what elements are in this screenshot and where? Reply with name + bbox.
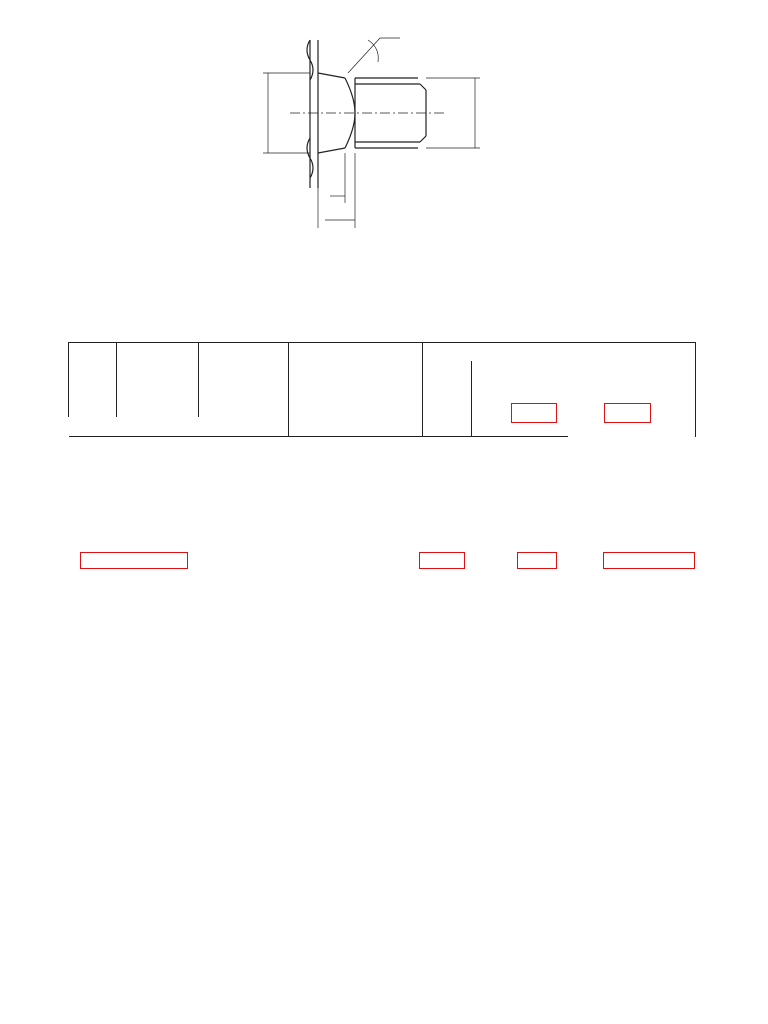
- header-thread-pitch: [69, 343, 117, 417]
- header-short4: [333, 397, 378, 437]
- header-max3: [568, 379, 659, 397]
- header-g2: [568, 361, 659, 379]
- header-undercut: [423, 343, 696, 361]
- header-short8: [116, 417, 198, 437]
- highlight-g1b-0-5: [517, 552, 557, 569]
- header-nominal: [116, 343, 198, 417]
- header-long5: [378, 397, 423, 437]
- header-max2: [288, 379, 423, 397]
- header-normal3: [288, 397, 333, 437]
- highlight-g2b-r: [603, 552, 695, 569]
- highlight-row-pitch-0-5: [80, 552, 188, 569]
- highlight-type-b-g2: [604, 403, 651, 423]
- header-g1: [472, 361, 568, 379]
- thread-dimensions-table: [68, 342, 696, 437]
- highlight-dg-0-8: [419, 552, 465, 569]
- header-runout: [198, 343, 288, 361]
- header-normal7: [69, 417, 117, 437]
- header-normal1: [198, 397, 243, 437]
- header-x1: [198, 361, 243, 379]
- header-r-blank: [659, 397, 696, 437]
- header-r: [659, 361, 696, 379]
- header-distance: [288, 343, 423, 361]
- highlight-type-b-g1: [511, 403, 557, 423]
- header-short2: [243, 397, 288, 437]
- header-a1: [288, 361, 333, 379]
- thread-undercut-figure: [230, 28, 550, 238]
- header-a2: [333, 361, 378, 379]
- header-max1: [198, 379, 288, 397]
- header-x2: [243, 361, 288, 379]
- header-a3: [378, 361, 423, 379]
- header-min: [472, 379, 568, 397]
- header-approx: [659, 379, 696, 397]
- header-h13: [423, 397, 472, 437]
- header-dg: [423, 361, 472, 397]
